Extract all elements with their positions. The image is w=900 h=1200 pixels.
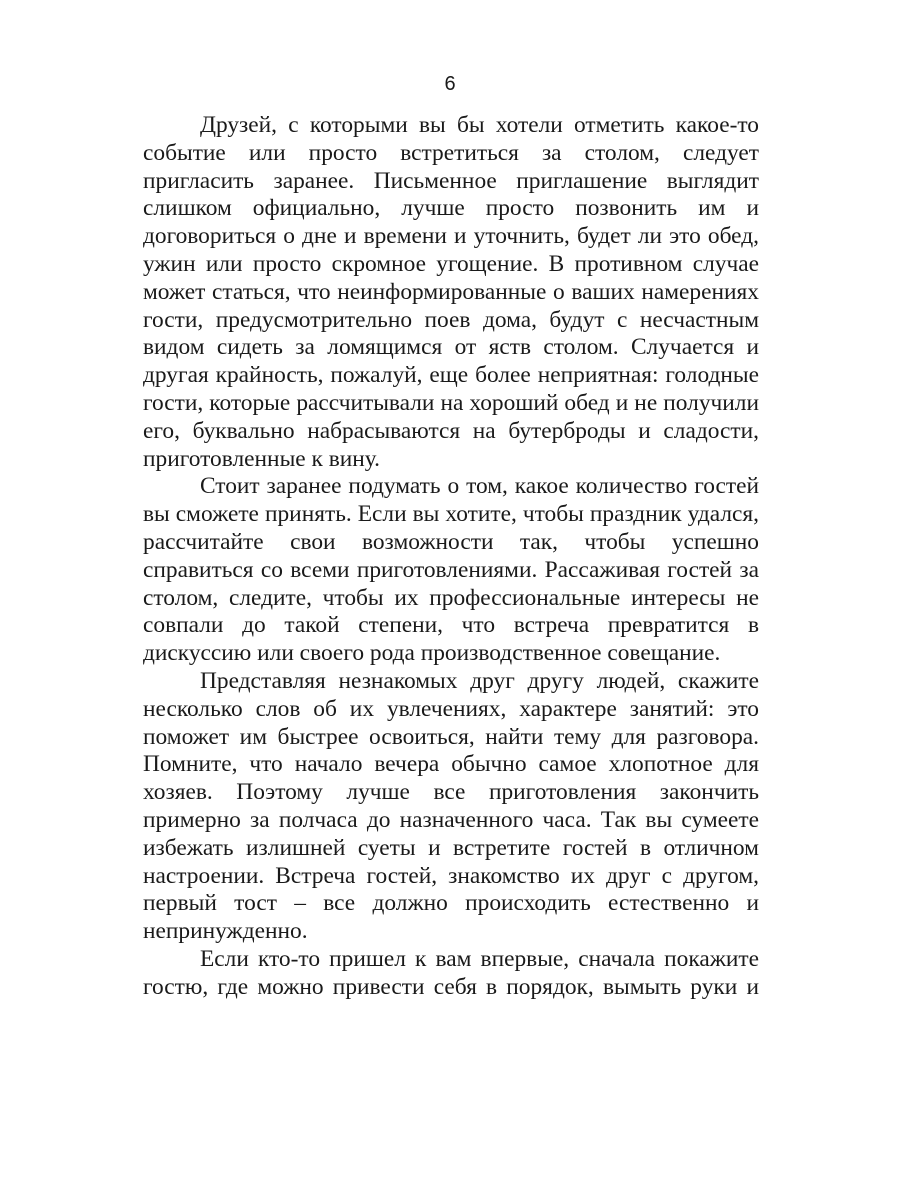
page-number: 6 <box>444 73 456 95</box>
paragraph-first-visit: Если кто-то пришел к вам впервые, сначала покажите гостю, где можно привести себя в порядок, вымыть руки и <box>143 945 759 1000</box>
paragraph-invitations: Друзей, с которыми вы бы хотели отметить какое-то событие или просто встретиться за столом, следует пригласить заранее. Письменное приглашение выглядит слишком официально, лучше просто позвонить им и договориться о дне и времени и уточнить, будет ли это обед, ужин или просто скромное угощение. В противном случае может статься, что неинформированные о ваших намерениях гости, предусмотрительно поев дома, будут с несчастным видом сидеть за ломящимся от яств столом. Случается и другая крайность, пожалуй, еще более неприятная: голодные гости, которые рассчитывали на хороший обед и не получили его, буквально набрасываются на бутерброды и сладости, приготовленные к вину. <box>143 112 759 472</box>
paragraph-introductions: Представляя незнакомых друг другу людей, скажите несколько слов об их увлечениях, характере занятий: это поможет им быстрее освоиться, найти тему для разговора. Помните, что начало вечера обычно самое хлопотное для хозяев. Поэтому лучше все приготовления закончить примерно за полчаса до назначенного часа. Так вы сумеете избежать излишней суеты и встретите гостей в отличном настроении. Встреча гостей, знакомство их друг с другом, первый тост – все должно происходить естественно и непринужденно. <box>143 667 759 945</box>
body-text <box>143 112 759 1002</box>
paragraph-guest-count: Стоит заранее подумать о том, какое количество гостей вы сможете принять. Если вы хотите, чтобы праздник удался, рассчитайте свои возможности так, чтобы успешно справиться со всеми приготовлениями. Рассаживая гостей за столом, следите, чтобы их профессиональные интересы не совпали до такой степени, что встреча превратится в дискуссию или своего рода производственное совещание. <box>143 473 759 667</box>
